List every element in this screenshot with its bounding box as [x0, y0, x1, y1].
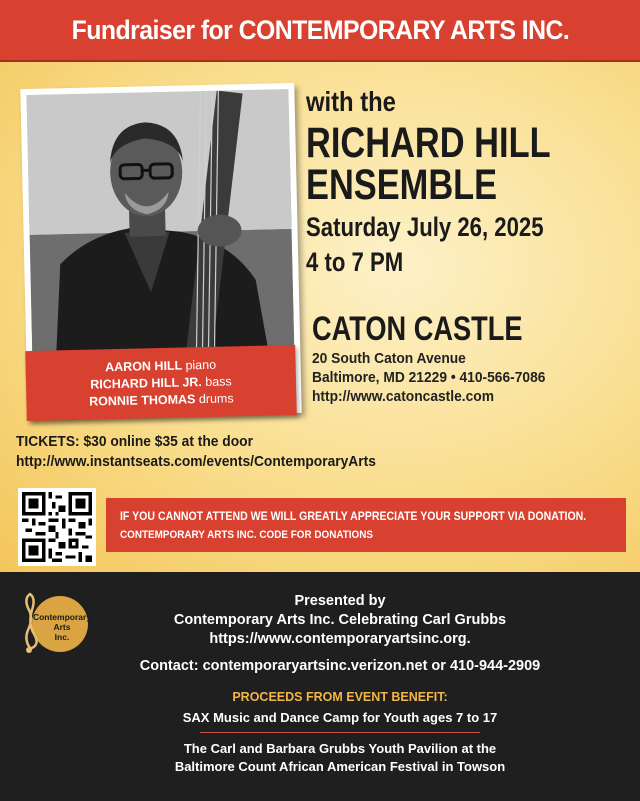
- presented-by-label: Presented by: [294, 593, 386, 609]
- svg-text:Arts: Arts: [53, 622, 71, 632]
- presenter-section: [0, 572, 640, 801]
- event-time: 4 to 7 PM: [306, 247, 404, 277]
- donation-message: IF YOU CANNOT ATTEND WE WILL GREATLY APPRECIATE YOUR SUPPORT VIA DONATION.: [120, 509, 587, 523]
- venue-address-line2: Baltimore, MD 21229 • 410-566-7086: [312, 369, 546, 386]
- presenter-name: Contemporary Arts Inc. Celebrating Carl Grubbs: [173, 612, 507, 628]
- proceeds-item-2: The Carl and Barbara Grubbs Youth Pavilion at the Baltimore Count African American Festival in Towson: [174, 741, 506, 774]
- musician-3: RONNIE THOMAS drums: [88, 390, 234, 409]
- presented-by-block: [100, 592, 580, 649]
- ensemble-name-line2: ENSEMBLE: [306, 161, 498, 209]
- presenter-url[interactable]: https://www.contemporaryartsinc.org.: [209, 631, 471, 647]
- venue-block: [312, 310, 632, 406]
- donation-code-label: CONTEMPORARY ARTS INC. CODE FOR DONATIONS: [120, 529, 374, 541]
- event-title-block: [306, 86, 636, 278]
- qr-code-icon: [22, 492, 92, 562]
- svg-text:Inc.: Inc.: [54, 632, 70, 642]
- donation-box: [106, 498, 626, 552]
- with-the-text: with the: [306, 86, 396, 117]
- musicians-list: [25, 345, 297, 421]
- ticket-url[interactable]: http://www.instantseats.com/events/ContemporaryArts: [16, 453, 376, 470]
- tickets-info: [16, 432, 626, 472]
- event-section: [0, 62, 640, 572]
- ensemble-name-line1: RICHARD HILL: [306, 119, 551, 167]
- musician-1: AARON HILL piano: [104, 357, 217, 374]
- proceeds-divider: [200, 732, 480, 733]
- qr-code[interactable]: [18, 488, 96, 566]
- ticket-prices: TICKETS: $30 online $35 at the door: [16, 433, 253, 450]
- venue-name: CATON CASTLE: [312, 310, 523, 348]
- svg-text:Contemporary: Contemporary: [32, 612, 92, 622]
- proceeds-item-1: SAX Music and Dance Camp for Youth ages 7 to 17: [182, 710, 498, 725]
- top-banner: [0, 0, 640, 62]
- venue-url[interactable]: http://www.catoncastle.com: [312, 388, 494, 405]
- proceeds-heading: PROCEEDS FROM EVENT BENEFIT:: [232, 690, 448, 704]
- musician-2: RICHARD HILL JR. bass: [90, 373, 232, 392]
- event-date: Saturday July 26, 2025: [306, 212, 544, 242]
- contemporary-arts-logo: [14, 590, 94, 656]
- treble-clef-logo-icon: [14, 590, 94, 656]
- fundraiser-title: Fundraiser for CONTEMPORARY ARTS INC.: [71, 14, 569, 45]
- venue-address-line1: 20 South Caton Avenue: [312, 350, 466, 367]
- contact-info: Contact: contemporaryartsinc.verizon.net or 410-944-2909: [139, 658, 541, 674]
